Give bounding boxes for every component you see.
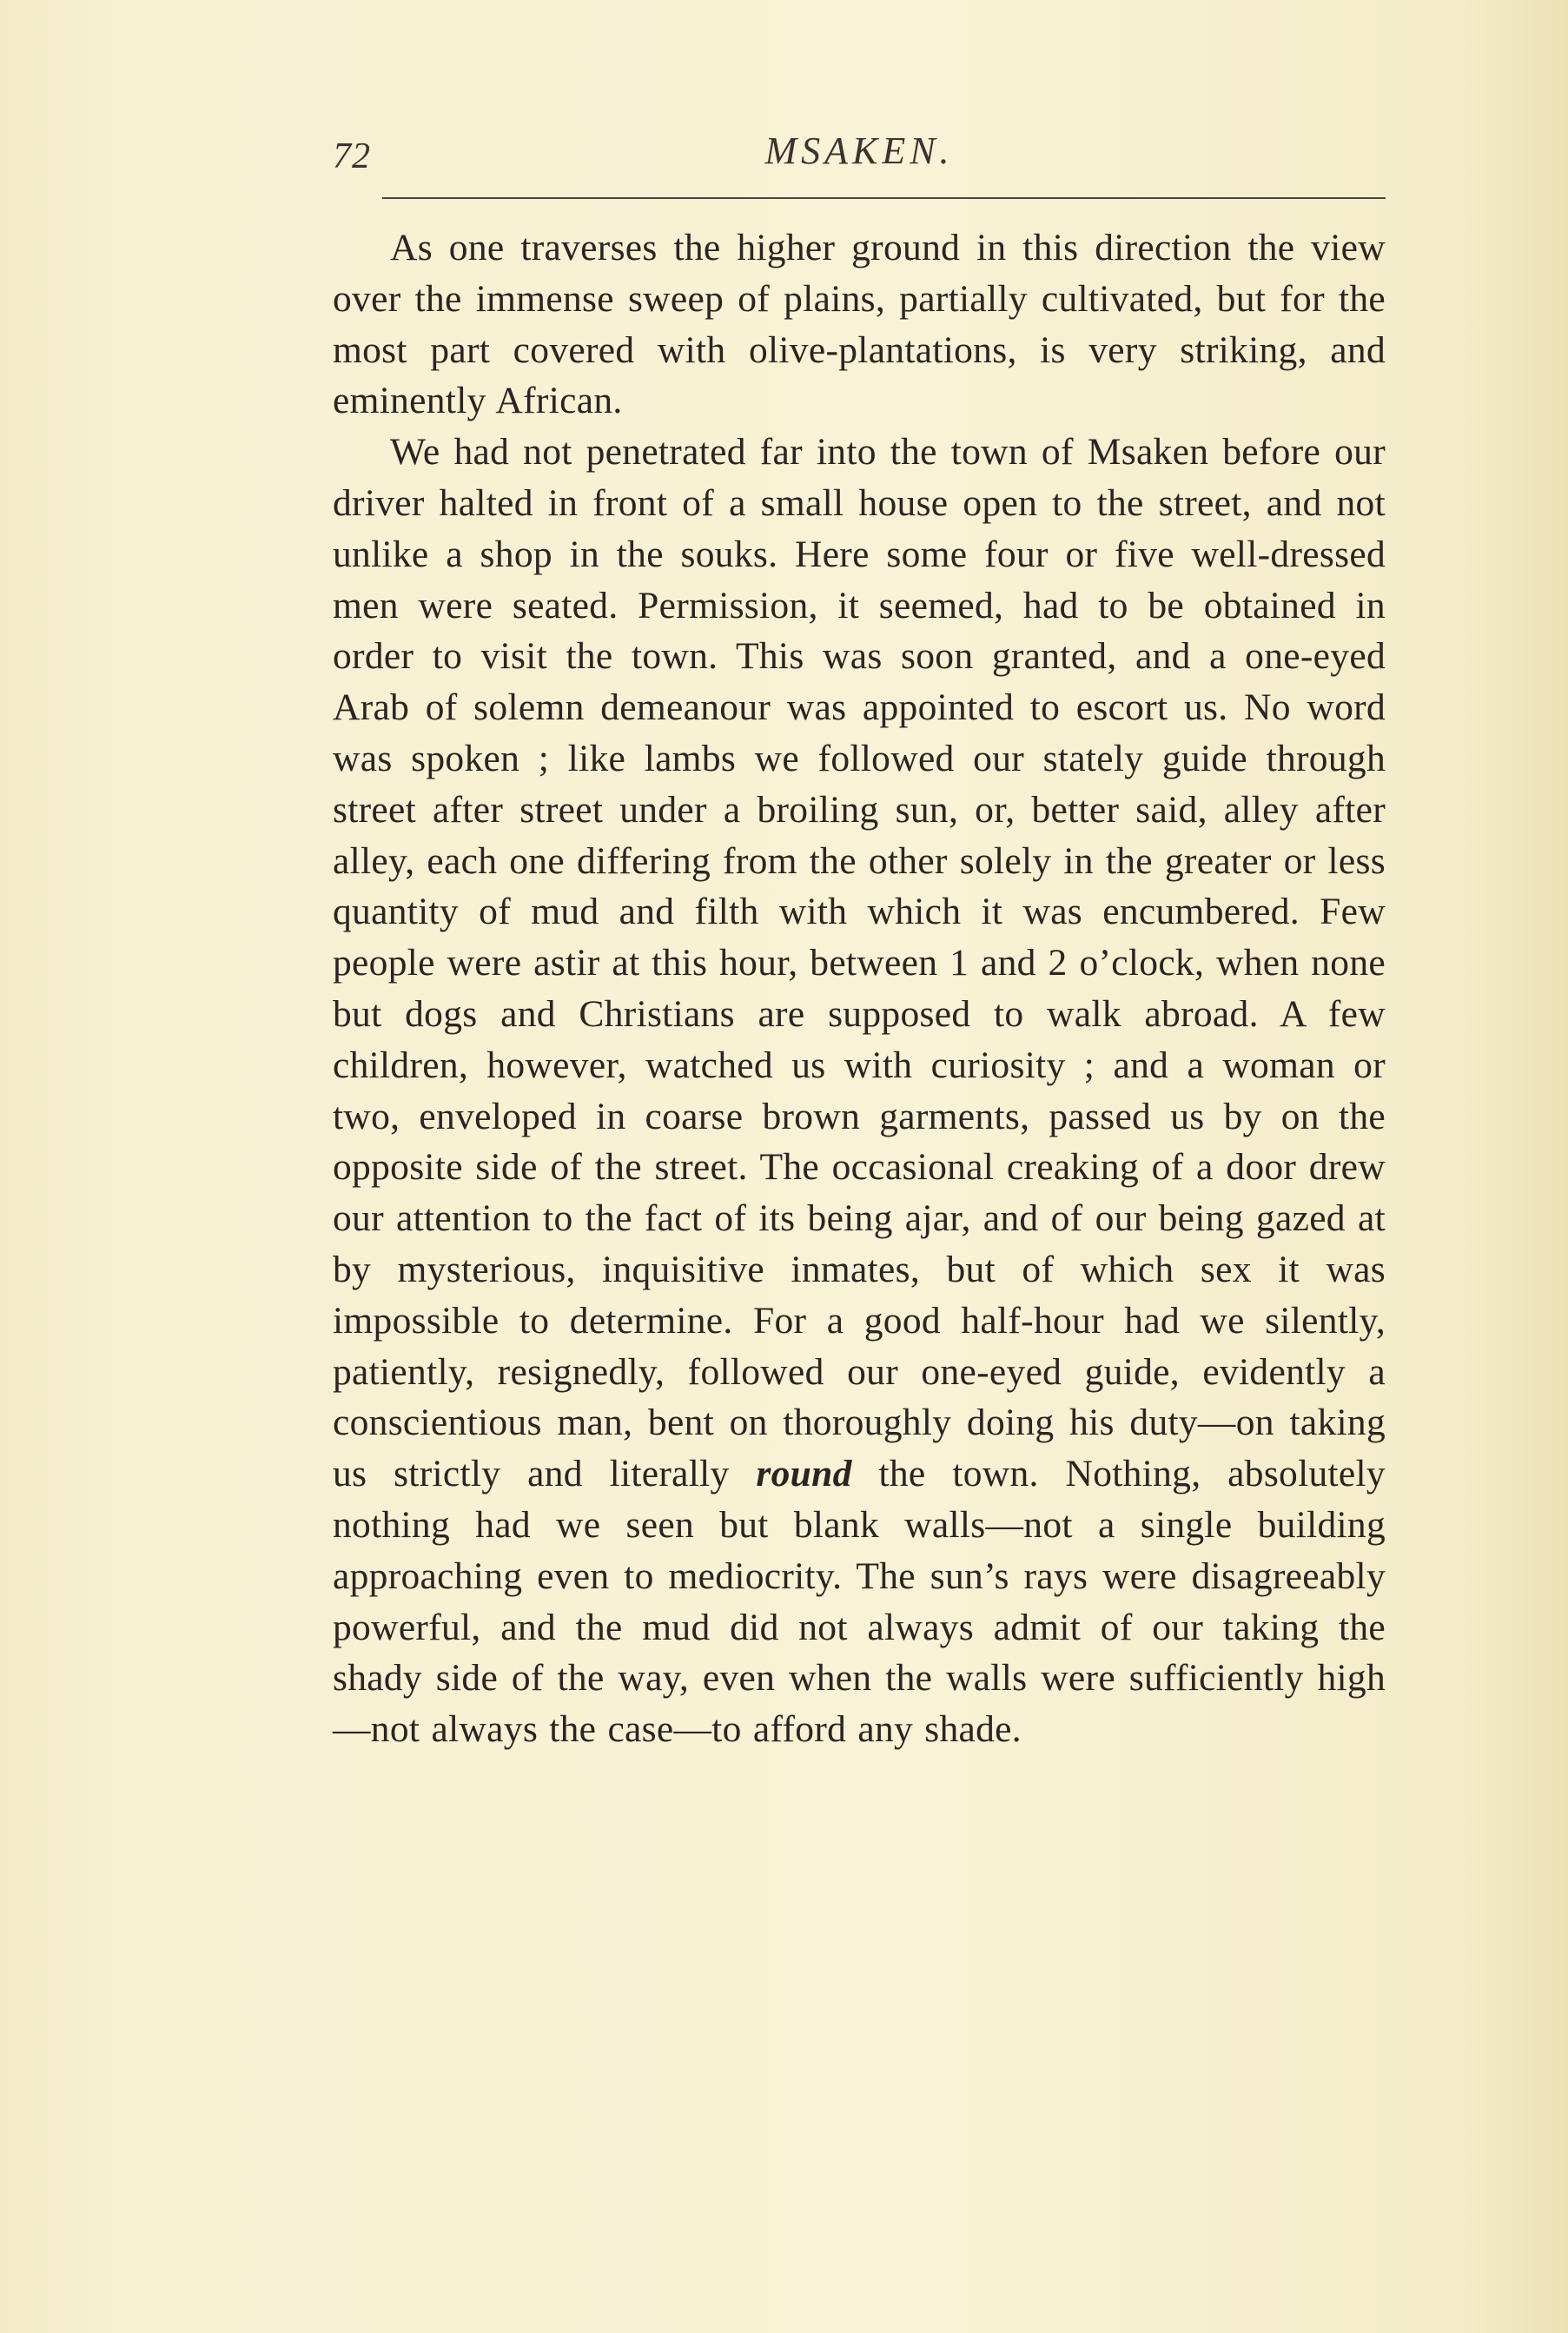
running-head	[333, 129, 1386, 191]
paragraph-2	[333, 427, 1386, 1755]
paragraph-2-text-after: the town. Nothing, absolutely nothing had we seen but blank walls—not a single building approaching even to mediocrity. The sun’s rays were disagreeably powerful, and the mud did not always admit of our taking the shady side of the way, even when the walls were sufficiently high—not always the case—to afford any shade.	[333, 1453, 1386, 1751]
emphasis-round: round	[756, 1453, 852, 1495]
paragraph-2-text-before: We had not penetrated far into the town of Msaken before our driver halted in front of a small house open to the street, and not unlike a shop in the souks. Here some four or five well-dressed men were seated. Permission, it seemed, had to be obtained in order to visit the town. This was soon granted, and a one-eyed Arab of solemn demeanour was appointed to escort us. No word was spoken ; like lambs we followed our stately guide through street after street under a broiling sun, or, better said, alley after alley, each one differing from the other solely in the greater or less quantity of mud and filth with which it was encumbered. Few people were astir at this hour, between 1 and 2 o’clock, when none but dogs and Christians are supposed to walk abroad. A few children, however, watched us with curiosity ; and a woman or two, enveloped in coarse brown garments, passed us by on the opposite side of the street. The occasional creaking of a door drew our attention to the fact of its being ajar, and of our being gazed at by mysterious, inquisitive inmates, but of which sex it was impossible to determine. For a good half-hour had we silently, patiently, resignedly, followed our one-eyed guide, evidently a conscientious man, bent on thoroughly doing his duty—on taking us strictly and literally	[333, 431, 1386, 1495]
paragraph-1: As one traverses the higher ground in this direction the view over the immense sweep of plains, partially cultivated, but for the most part covered with olive-plantations, is very striking, and eminently African.	[333, 227, 1386, 422]
running-title: MSAKEN.	[764, 129, 954, 172]
header-rule	[382, 197, 1386, 199]
body-text	[333, 222, 1386, 1755]
page-number: 72	[333, 136, 371, 176]
